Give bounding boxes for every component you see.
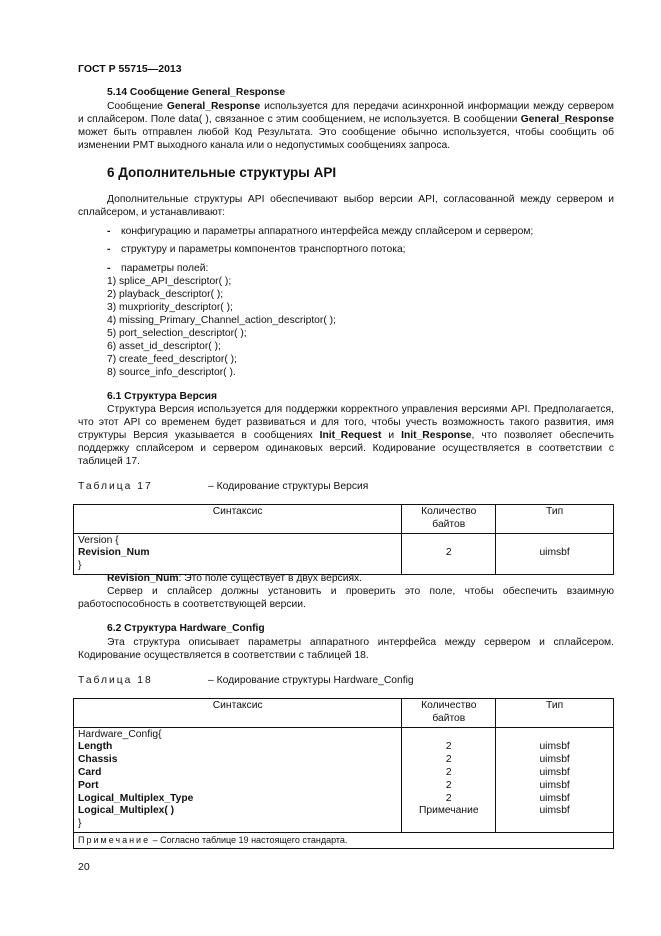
table-note: Примечание – Согласно таблице 19 настоящего стандарта. [74, 832, 614, 848]
list-item: 7) create_feed_descriptor( ); [107, 354, 237, 365]
list-item: 3) muxpriority_descriptor( ); [107, 302, 233, 313]
section-6-1-heading: 6.1 Структура Версия [107, 391, 217, 402]
revision-num-note: Revision_Num: Это поле существует в двух версиях. [107, 573, 363, 584]
table-header-row [74, 505, 614, 534]
section-6-2-paragraph: Эта структура описывает параметры аппаратного интерфейса между сервером и сплайсером. Кодирование осуществляется в соответствии с таблицей 18. [78, 637, 614, 661]
table-17 [73, 504, 614, 575]
table-header-row [74, 699, 614, 728]
syntax-cell: Hardware_Config{ Length Chassis Card Port Logical_Multiplex_Type Logical_Multiplex( ) } [74, 727, 402, 832]
list-item: 5) port_selection_descriptor( ); [107, 328, 247, 339]
column-header-type: Тип [496, 505, 614, 534]
type-cell: uimsbf [496, 533, 614, 574]
standard-header: ГОСТ Р 55715—2013 [78, 63, 182, 75]
bytes-cell: 2 2 2 2 2 Примечание [402, 727, 496, 832]
column-header-syntax: Синтаксис [74, 505, 402, 534]
table-row [74, 727, 614, 832]
list-item: 4) missing_Primary_Channel_action_descriptor( ); [107, 315, 336, 326]
syntax-cell: Version { Revision_Num } [74, 533, 402, 574]
column-header-type: Тип [496, 699, 614, 728]
type-cell: uimsbf uimsbf uimsbf uimsbf uimsbf uimsbf [496, 727, 614, 832]
section-6-2-heading: 6.2 Структура Hardware_Config [107, 623, 265, 634]
section-6-heading: 6 Дополнительные структуры API [107, 165, 337, 180]
column-header-bytes: Количество байтов [402, 699, 496, 728]
list-item: 8) source_info_descriptor( ). [107, 367, 236, 378]
list-item: 6) asset_id_descriptor( ); [107, 341, 221, 352]
section-5-14-paragraph: Сообщение General_Response используется для передачи асинхронной информации между сервером и сплайсером. Поле data( ), связанное с этим сообщением, не используется. В сообщении General_Response может быть отправлен любой Код Результата. Это сообщение обычно используется, чтобы сообщить об изменении PMT выходного канала или о недопустимых сообщениях запроса. [78, 101, 614, 151]
table-18-caption: Таблица 18 – Кодирование структуры Hardware_Config [78, 675, 414, 686]
bullet-item: - структуру и параметры компонентов транспортного потока; [107, 244, 406, 255]
section-6-intro: Дополнительные структуры API обеспечивают выбор версии API, согласованной между сервером и сплайсером, и устанавливают: [78, 194, 614, 218]
descriptor-list [107, 275, 336, 379]
revision-num-paragraph: Сервер и сплайсер должны установить и проверить это поле, чтобы обеспечить взаимную работоспособность в соответствующей версии. [78, 586, 614, 610]
list-item: 2) playback_descriptor( ); [107, 289, 224, 300]
table-18 [73, 698, 614, 849]
bullet-item: - параметры полей: [107, 263, 209, 274]
bytes-cell: 2 [402, 533, 496, 574]
table-row [74, 533, 614, 574]
bullet-item: - конфигурацию и параметры аппаратного интерфейса между сплайсером и сервером; [107, 226, 534, 237]
list-item: 1) splice_API_descriptor( ); [107, 276, 232, 287]
column-header-syntax: Синтаксис [74, 699, 402, 728]
table-17-caption: Таблица 17 – Кодирование структуры Версия [78, 481, 369, 492]
table-note-row [74, 832, 614, 848]
column-header-bytes: Количество байтов [402, 505, 496, 534]
section-6-1-paragraph: Структура Версия используется для поддержки корректного управления версиями API. Предполагается, что этот API со временем будет развиваться и для того, чтобы учесть возможность такого развития, имя структуры Версия указывается в сообщениях Init_Request и Init_Response, что позволяет обеспечить поддержку сплайсером и сервером одинаковых версий. Кодирование осуществляется в соответствии с таблицей 17. [78, 404, 614, 467]
section-5-14-heading: 5.14 Сообщение General_Response [107, 87, 286, 98]
page-number: 20 [78, 861, 90, 873]
